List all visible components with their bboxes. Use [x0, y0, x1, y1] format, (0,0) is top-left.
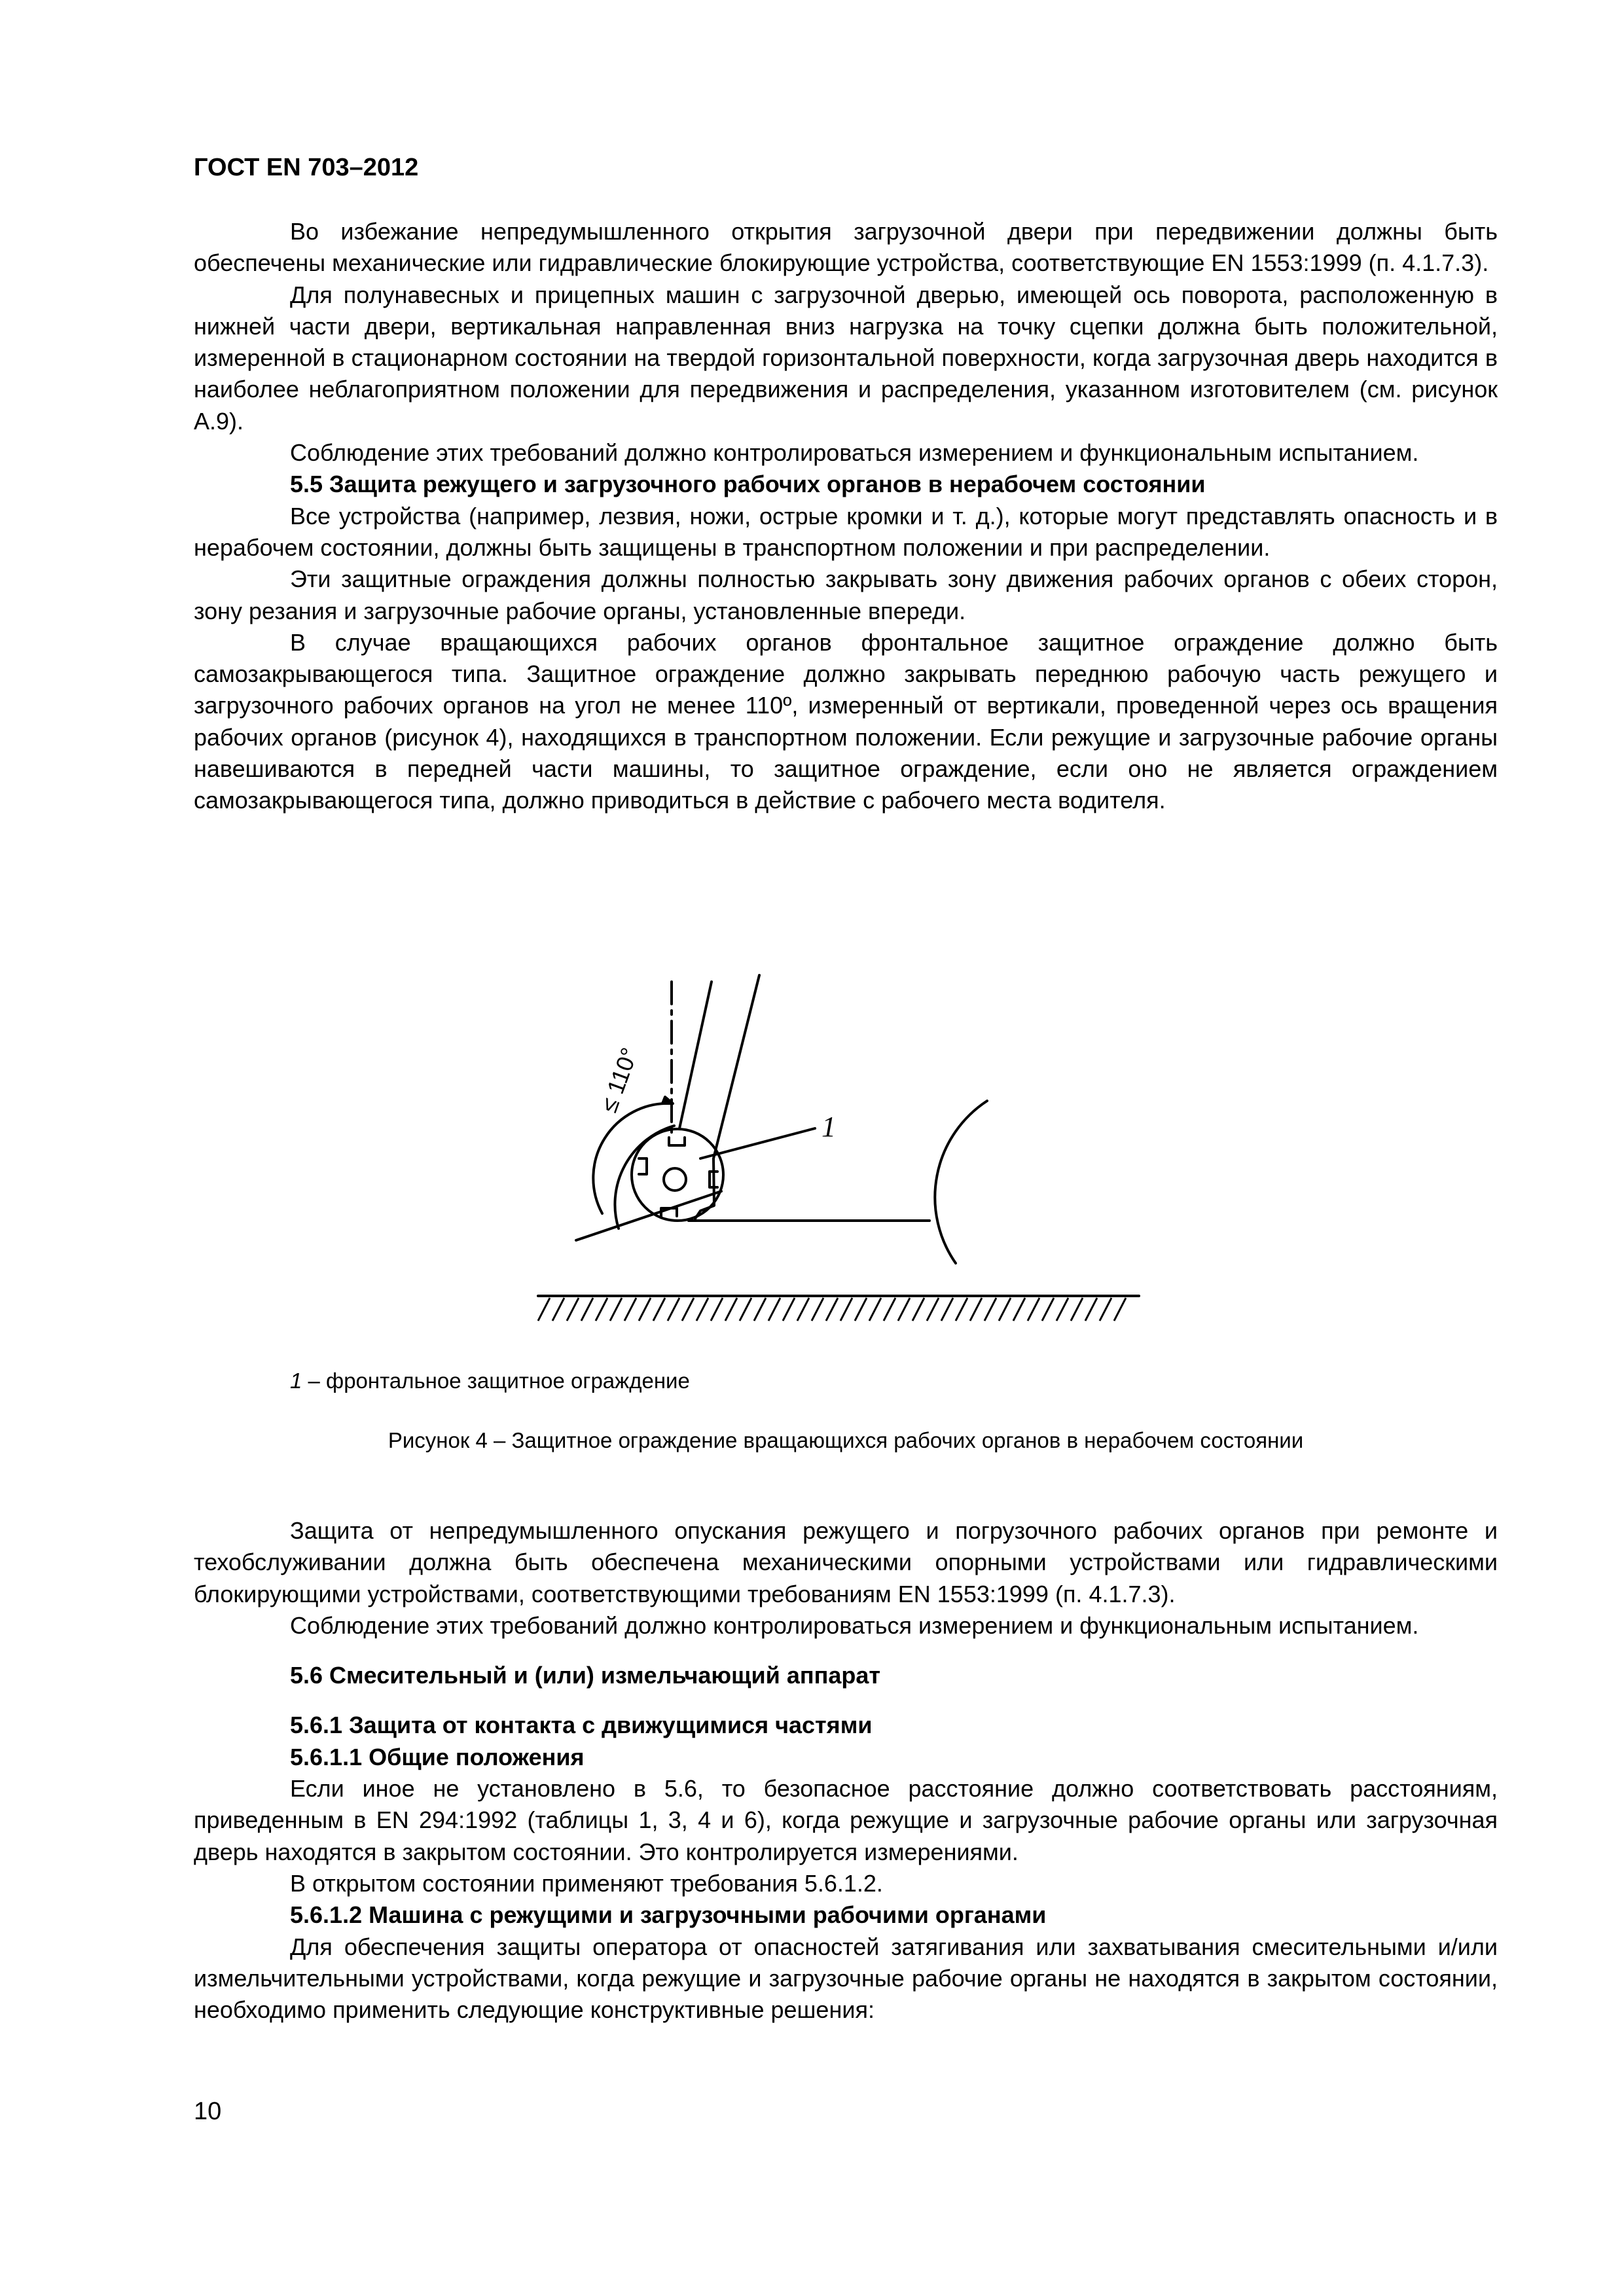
paragraph: Соблюдение этих требований должно контролироваться измерением и функциональным испытанием. — [290, 439, 1419, 467]
hatch-line — [768, 1298, 780, 1321]
hatch-line — [1056, 1298, 1068, 1321]
section-heading: 5.6.1 Защита от контакта с движущимися частями — [290, 1712, 873, 1739]
paragraph: В случае вращающихся рабочих органов фронтальное защитное ограждение должно быть самозакрывающегося типа. Защитное ограждение должно закрывать переднюю рабочую часть режущего и загрузочного рабочих органов на угол не менее 110º, измеренный от вертикали, проведенной через ось вращения рабочих органов (рисунок 4), находящихся в транспортном положении. Если режущие и загрузочные рабочие органы навешиваются в передней части машины, то защитное ограждение, если оно не является ограждением самозакрывающегося типа, должно приводиться в действие с рабочего места водителя. — [194, 628, 1498, 814]
hatch-line — [812, 1298, 823, 1321]
hatch-line — [840, 1298, 852, 1321]
figure-caption: Рисунок 4 – Защитное ограждение вращающихся рабочих органов в нерабочем состоянии — [388, 1428, 1304, 1452]
hatch-line — [855, 1298, 867, 1321]
hatch-line — [1100, 1298, 1111, 1321]
legend-text: – фронтальное защитное ограждение — [302, 1369, 690, 1393]
hatch-line — [1071, 1298, 1083, 1321]
hatch-line — [725, 1298, 737, 1321]
hatch-line — [1013, 1298, 1025, 1321]
guard-arm — [679, 982, 712, 1128]
paragraph: Все устройства (например, лезвия, ножи, острые кромки и т. д.), которые могут представлять опасность и в нерабочем состоянии, должны быть защищены в транспортном положении и при распределении. — [194, 502, 1498, 561]
paragraph: Для полунавесных и прицепных машин с загрузочной дверью, имеющей ось поворота, расположенную в нижней части двери, вертикальная направленная вниз нагрузка на точку сцепки должна быть положительной, измеренной в стационарном состоянии на твердой горизонтальной поверхности, когда загрузочная дверь находится в наиболее неблагоприятном положении для передвижения и распределения, указанном изготовителем (см. рисунок А.9). — [194, 281, 1498, 435]
hatch-line — [624, 1298, 636, 1321]
hatch-line — [956, 1298, 967, 1321]
paragraph: Эти защитные ограждения должны полностью закрывать зону движения рабочих органов с обеих сторон, зону резания и загрузочные рабочие органы, установленные впереди. — [194, 565, 1498, 624]
section-heading: 5.5 Защита режущего и загрузочного рабочих органов в нерабочем состоянии — [290, 471, 1206, 498]
figure-legend — [290, 1367, 690, 1395]
section-heading: 5.6.1.1 Общие положения — [290, 1743, 585, 1770]
rotor-teeth — [639, 1138, 717, 1216]
document-code: ГОСТ EN 703–2012 — [194, 154, 419, 181]
hatch-line — [610, 1298, 622, 1321]
hatch-line — [1114, 1298, 1126, 1321]
paragraph: Соблюдение этих требований должно контролироваться измерением и функциональным испытанием. — [290, 1611, 1419, 1639]
hatch-line — [941, 1298, 953, 1321]
hatch-line — [581, 1298, 593, 1321]
hatch-line — [898, 1298, 910, 1321]
hatch-line — [711, 1298, 723, 1321]
text-section-bottom — [194, 1515, 1498, 2026]
hatch-line — [826, 1298, 838, 1321]
figure-guard-diagram — [524, 962, 1146, 1355]
hatch-line — [1028, 1298, 1039, 1321]
page-number: 10 — [194, 2098, 222, 2125]
paragraph: Для обеспечения защиты оператора от опасностей затягивания или захватывания смесительными и/или измельчительными устройствами, когда режущие и загрузочные рабочие органы не находятся в закрытом состоянии, необходимо применить следующие конструктивные решения: — [194, 1933, 1498, 2024]
hatch-line — [740, 1298, 751, 1321]
legend-number: 1 — [290, 1369, 302, 1393]
hatch-line — [682, 1298, 694, 1321]
angle-label: ≤ 110° — [594, 1044, 643, 1116]
hatch-line — [653, 1298, 665, 1321]
hatch-line — [552, 1298, 564, 1321]
ground-hatching — [538, 1298, 1126, 1321]
text-section-top — [194, 216, 1498, 817]
paragraph: Защита от непредумышленного опускания режущего и погрузочного рабочих органов при ремонте и техобслуживании должна быть обеспечена механическими опорными устройствами или гидравлическими блокирующими устройствами, соответствующими требованиям EN 1553:1999 (п. 4.1.7.3). — [194, 1517, 1498, 1607]
paragraph: Если иное не установлено в 5.6, то безопасное расстояние должно соответствовать расстояниям, приведенным в EN 294:1992 (таблицы 1, 3, 4 и 6), когда режущие и загрузочные рабочие органы или загрузочная дверь находятся в закрытом состоянии. Это контролируется измерениями. — [194, 1775, 1498, 1865]
machine-wheel-arc — [935, 1101, 987, 1263]
hatch-line — [999, 1298, 1011, 1321]
hatch-line — [567, 1298, 579, 1321]
hatch-line — [884, 1298, 895, 1321]
hatch-line — [1085, 1298, 1097, 1321]
hatch-line — [783, 1298, 795, 1321]
hatch-line — [1042, 1298, 1054, 1321]
hatch-line — [984, 1298, 996, 1321]
paragraph: В открытом состоянии применяют требования 5.6.1.2. — [290, 1869, 883, 1897]
rotor-hub — [664, 1168, 686, 1191]
hatch-line — [869, 1298, 881, 1321]
hatch-line — [668, 1298, 679, 1321]
hatch-line — [538, 1298, 550, 1321]
section-heading: 5.6.1.2 Машина с режущими и загрузочными рабочими органами — [290, 1901, 1047, 1929]
hatch-line — [639, 1298, 651, 1321]
angle-arc — [593, 1103, 672, 1213]
hatch-line — [912, 1298, 924, 1321]
callout-label: 1 — [821, 1111, 836, 1143]
paragraph: Во избежание непредумышленного открытия загрузочной двери при передвижении должны быть обеспечены механические или гидравлические блокирующие устройства, соответствующие EN 1553:1999 (п. 4.1.7.3). — [194, 218, 1498, 277]
hatch-line — [927, 1298, 939, 1321]
section-heading: 5.6 Смесительный и (или) измельчающий аппарат — [290, 1662, 880, 1689]
hatch-line — [754, 1298, 766, 1321]
hatch-line — [596, 1298, 607, 1321]
hatch-line — [797, 1298, 809, 1321]
hatch-line — [696, 1298, 708, 1321]
hatch-line — [970, 1298, 982, 1321]
